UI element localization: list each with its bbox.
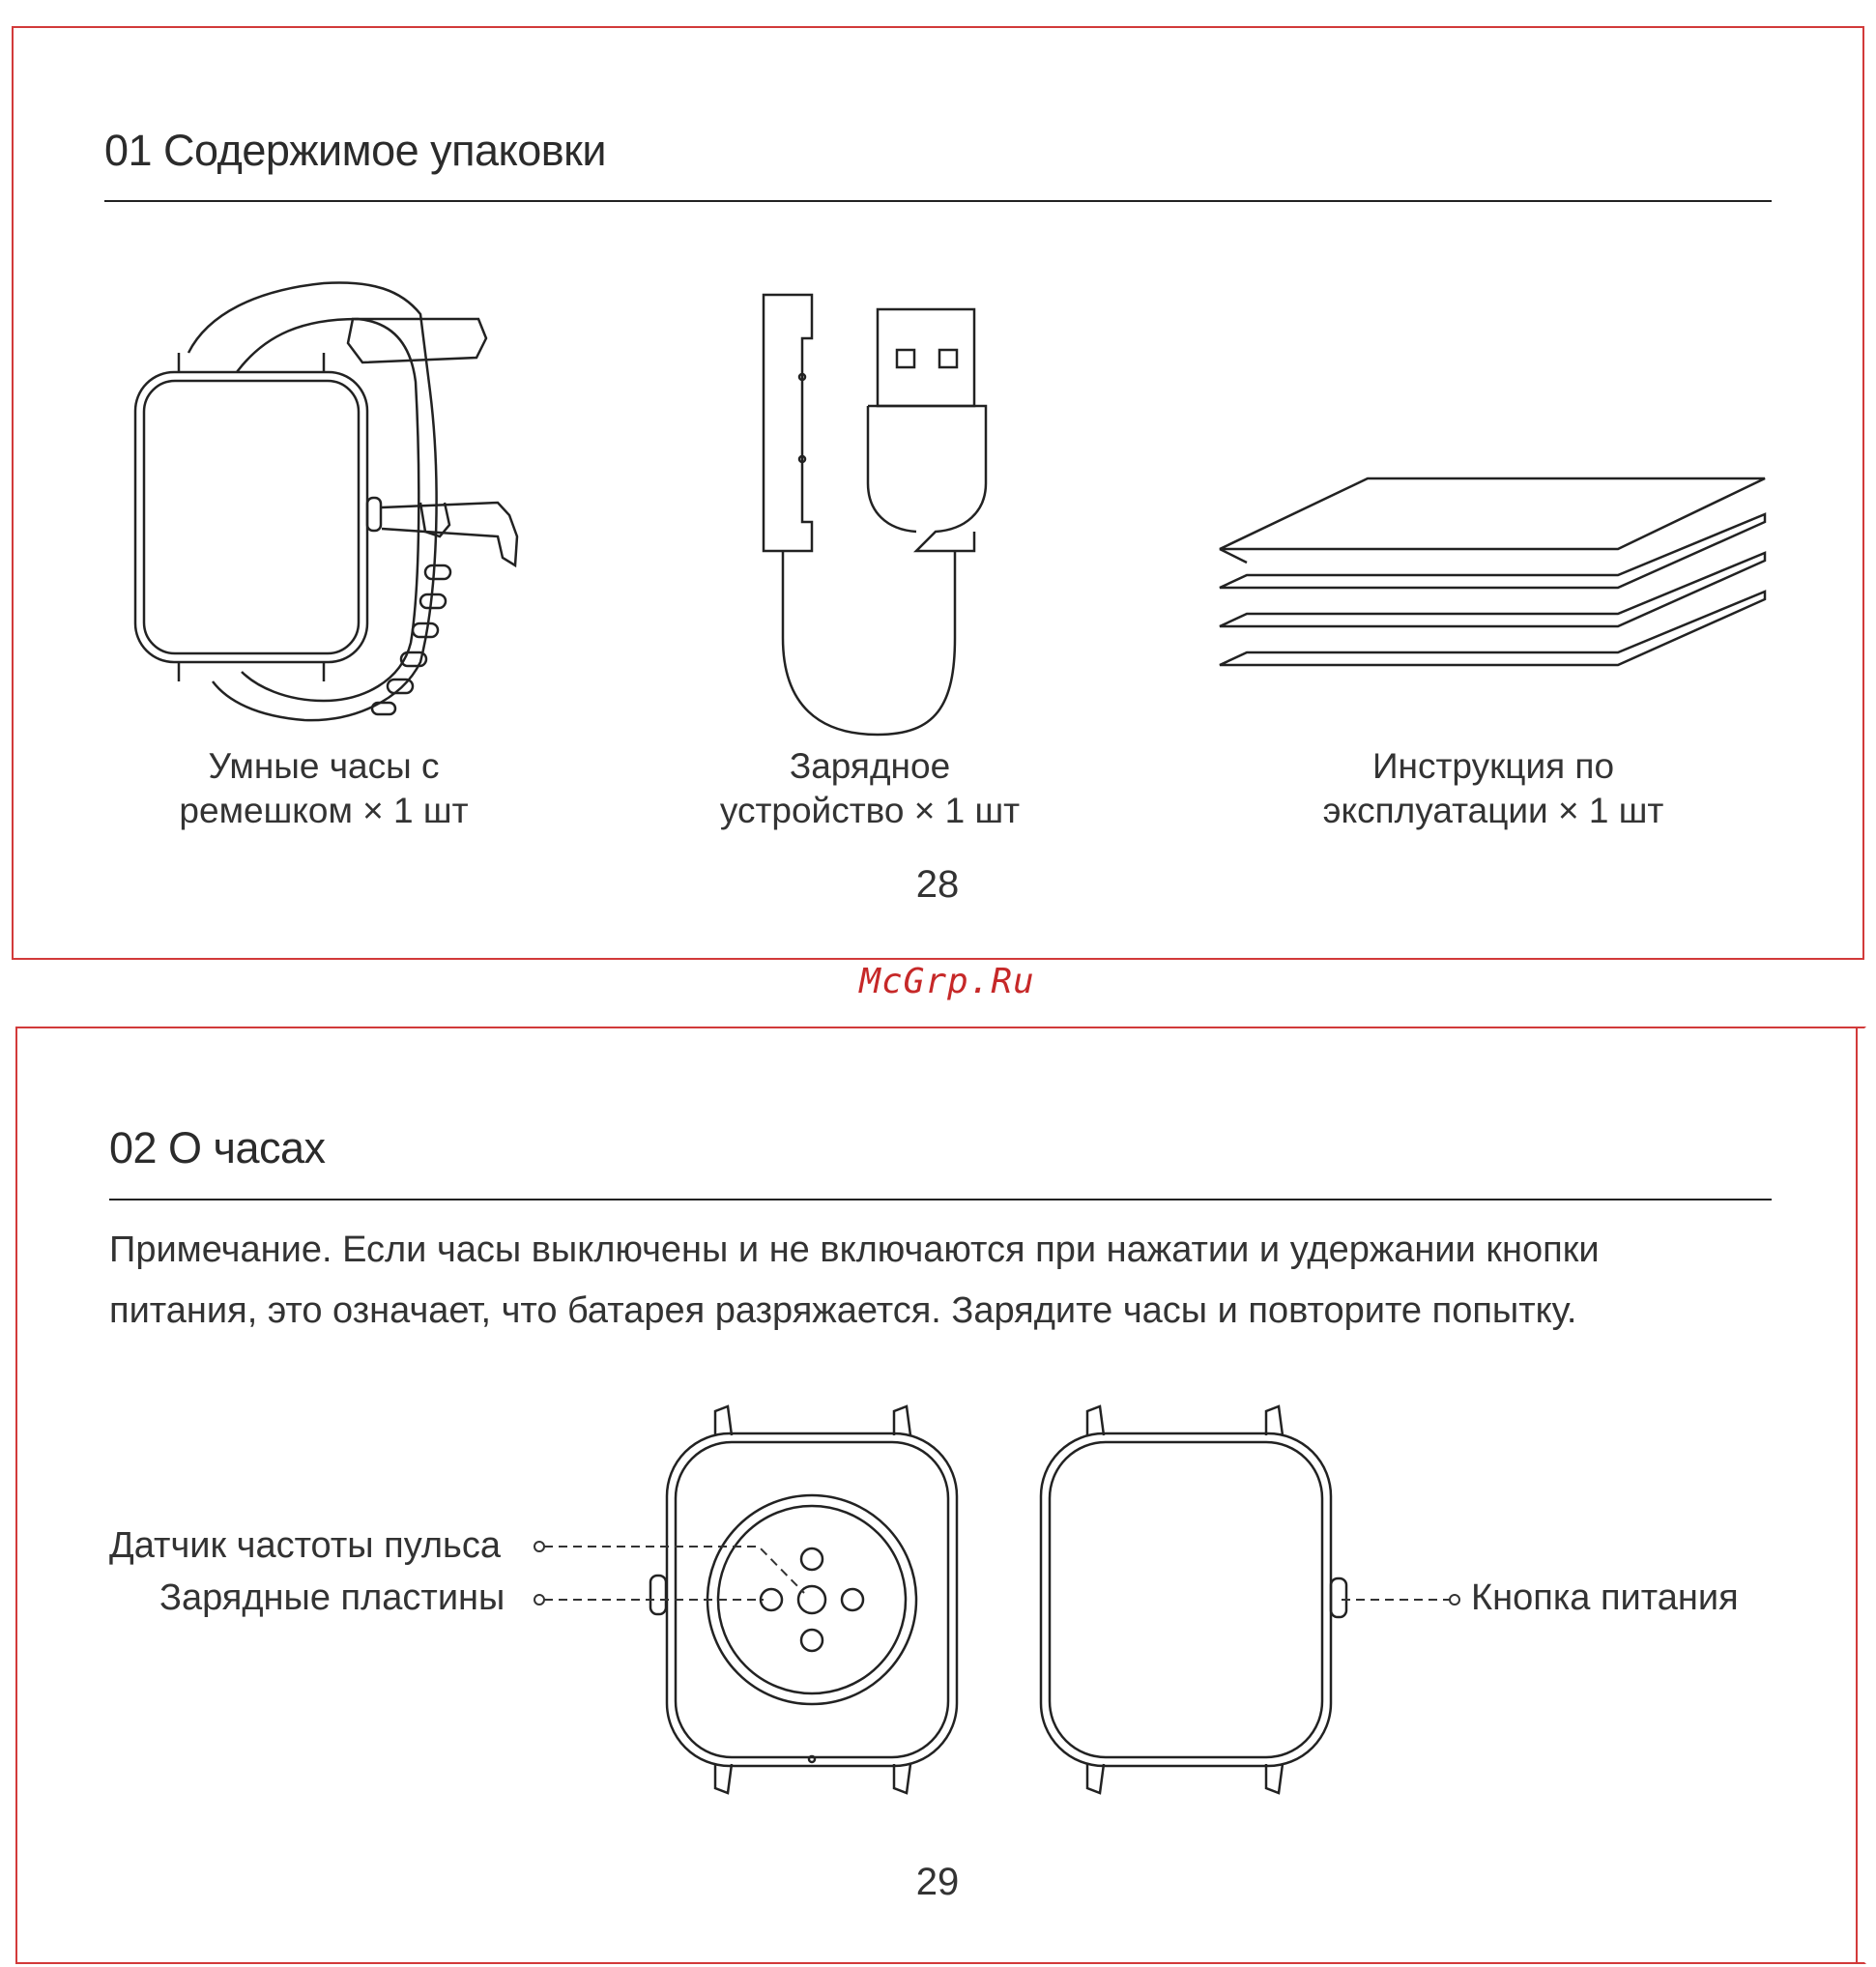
note-text	[109, 1220, 1772, 1342]
section-title-about-watch: 02 О часах	[109, 1123, 326, 1172]
smartwatch-with-strap-icon	[130, 275, 517, 730]
callout-lines	[532, 1527, 1459, 1624]
note-line: питания, это означает, что батарея разряжается. Зарядите часы и повторите попытку.	[109, 1290, 1577, 1331]
note-line: Примечание. Если часы выключены и не включаются при нажатии и удержании кнопки	[109, 1229, 1600, 1270]
page-number: 28	[915, 863, 960, 906]
label-heart-rate-sensor: Датчик частоты пульса	[109, 1525, 501, 1566]
caption-line: Зарядное	[789, 746, 951, 786]
caption-line: устройство × 1 шт	[719, 791, 1021, 830]
caption-line: ремешком × 1 шт	[179, 791, 469, 830]
section-title-package-contents: 01 Содержимое упаковки	[104, 126, 606, 175]
caption-line: Инструкция по	[1371, 746, 1615, 786]
section-divider	[104, 200, 1772, 202]
manual-sheets-icon	[1218, 474, 1769, 672]
page-number: 29	[915, 1861, 960, 1903]
section-divider	[109, 1199, 1772, 1200]
label-power-button: Кнопка питания	[1471, 1577, 1739, 1618]
caption-manual	[1276, 744, 1711, 833]
charging-cable-icon	[742, 290, 1003, 739]
page-edge	[1856, 1027, 1858, 1964]
caption-line: эксплуатации × 1 шт	[1322, 791, 1664, 830]
label-charging-contacts: Зарядные пластины	[159, 1577, 505, 1618]
caption-smartwatch	[130, 744, 517, 833]
caption-charger	[677, 744, 1063, 833]
watermark: McGrp.Ru	[859, 962, 1035, 1001]
caption-line: Умные часы с	[208, 746, 440, 786]
